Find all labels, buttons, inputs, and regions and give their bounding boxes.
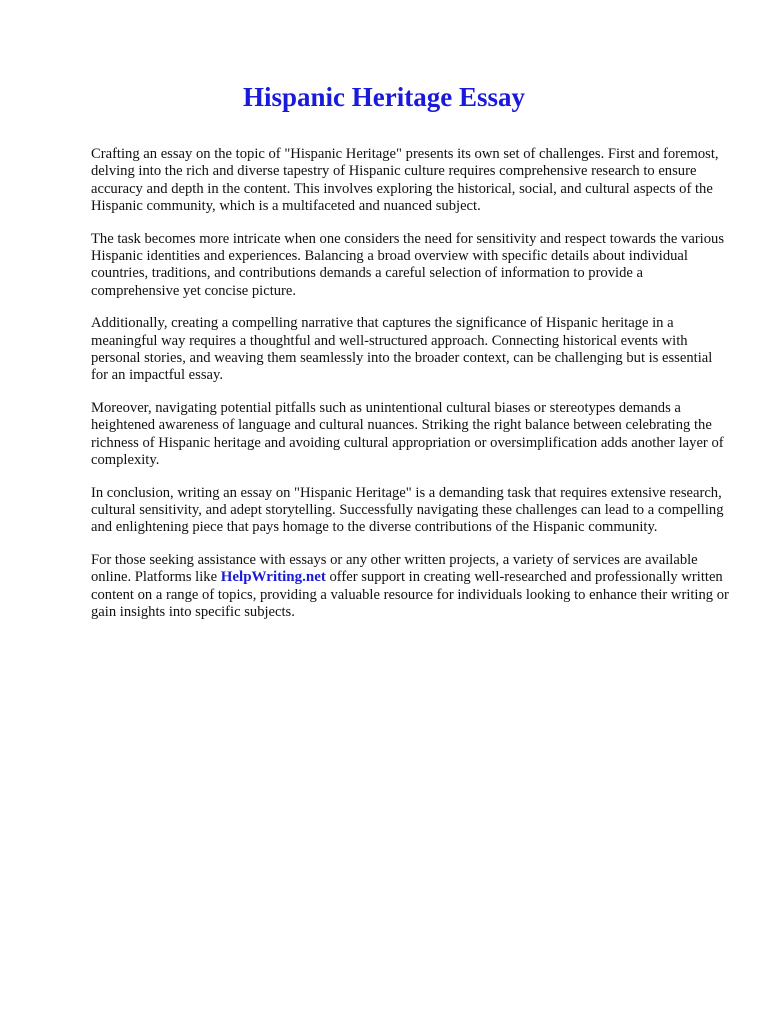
- paragraph-3: Additionally, creating a compelling narrative that captures the significance of Hispanic heritage in a meaningful way requires a thoughtful and well-structured approach. Connecting historical events with personal stories, and weaving them seamlessly into the broader context, can be challenging but is essential for an impactful essay.: [91, 315, 713, 384]
- paragraph-1: Crafting an essay on the topic of "Hispanic Heritage" presents its own set of challenges. First and foremost, delving into the rich and diverse tapestry of Hispanic culture requires comprehensive research to ensure accuracy and depth in the content. This involves exploring the historical, social, and cultural aspects of the Hispanic community, which is a multifaceted and nuanced subject.: [91, 146, 719, 215]
- paragraph-6-text-after-link: offer support in creating well-researched and professionally written content on a range of topics, providing a valuable resource for individuals looking to enhance their writing or gain insights into specific subjects.: [91, 569, 729, 620]
- page-title: Hispanic Heritage Essay: [243, 82, 525, 112]
- helpwriting-link[interactable]: HelpWriting.net: [220, 569, 326, 586]
- paragraph-5: In conclusion, writing an essay on "Hispanic Heritage" is a demanding task that requires extensive research, cultural sensitivity, and adept storytelling. Successfully navigating these challenges can lead to a compelling and enlightening piece that pays homage to the diverse contributions of the Hispanic community.: [91, 484, 724, 536]
- essay-body: [91, 146, 731, 636]
- paragraph-2: The task becomes more intricate when one considers the need for sensitivity and respect towards the various Hispanic identities and experiences. Balancing a broad overview with specific details about individual countries, traditions, and contributions demands a careful selection of information to provide a comprehensive yet concise picture.: [91, 230, 725, 299]
- paragraph-4: Moreover, navigating potential pitfalls such as unintentional cultural biases or stereotypes demands a heightened awareness of language and cultural nuances. Striking the right balance between celebrating the richness of Hispanic heritage and avoiding cultural appropriation or oversimplification adds another layer of complexity.: [91, 399, 724, 469]
- paragraph-6-text-before-link: For those seeking assistance with essays or any other written projects, a variety of services are available online. Platforms like: [91, 551, 698, 586]
- paragraph-6: [91, 552, 731, 622]
